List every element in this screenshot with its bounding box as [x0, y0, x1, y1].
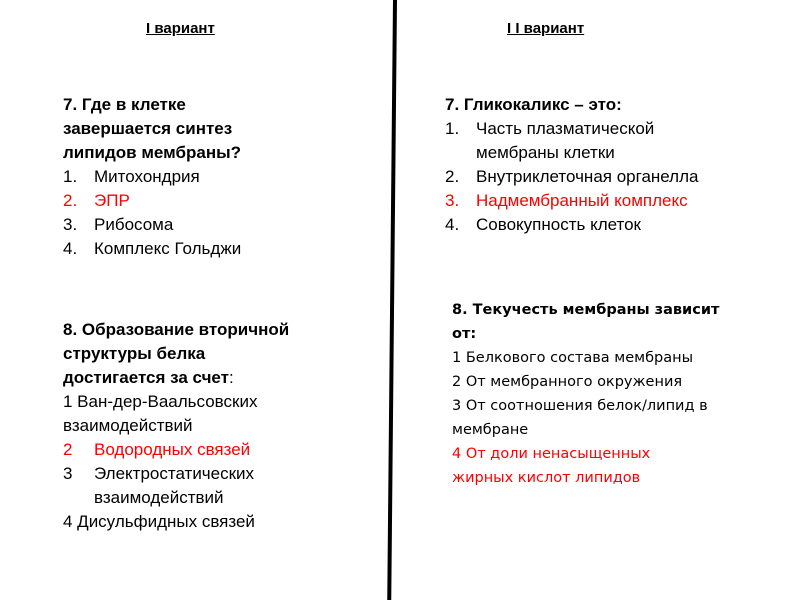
left-q7-option-1: 1. Митохондрия [63, 167, 200, 186]
left-question-8 [63, 318, 383, 534]
right-q8-option-3: 3 От соотношения белок/липид в [452, 398, 708, 414]
right-q7-option-2: 2. Внутриклеточная органелла [445, 167, 699, 186]
left-question-7 [63, 93, 383, 261]
left-q7-option-4: 4. Комплекс Гольджи [63, 239, 242, 258]
right-q8-title: 8. Текучесть мембраны зависит от: [452, 302, 720, 342]
left-q8-option-3: 3 Электростатических взаимодействий [63, 464, 255, 507]
vertical-divider [387, 0, 397, 600]
right-q7-option-1: 1. Часть плазматической мембраны клетки [445, 119, 655, 162]
right-q7-option-4: 4. Совокупность клеток [445, 215, 641, 234]
left-q8-option-2-correct: 2 Водородных связей [63, 440, 251, 459]
right-q8-option-4-correct: 4 От доли ненасыщенных [452, 446, 651, 462]
left-q7-title: 7. Где в клетке завершается синтез липидов мембраны? [63, 95, 241, 162]
right-q7-options [445, 117, 785, 237]
left-q7-option-3: 3. Рибосома [63, 215, 174, 234]
left-q7-options [63, 165, 383, 261]
left-q8-option-4: 4 Дисульфидных связей [63, 512, 255, 531]
right-question-7 [445, 93, 785, 237]
right-q7-title: 7. Гликокаликс – это: [445, 95, 622, 114]
right-q8-option-3-cont: мембране [452, 422, 529, 438]
right-q8-option-4-cont: жирных кислот липидов [452, 470, 641, 486]
right-q8-options [452, 346, 782, 490]
right-q8-option-1: 1 Белкового состава мембраны [452, 350, 694, 366]
left-q7-option-2-correct: 2. ЭПР [63, 191, 130, 210]
variant-2-heading: I I вариант [507, 20, 585, 37]
right-question-8 [452, 298, 782, 490]
right-q8-option-2: 2 От мембранного окружения [452, 374, 683, 390]
left-q8-title: 8. Образование вторичной структуры белка достигается за счет: [63, 320, 290, 387]
left-q8-option-1: 1 Ван-дер-Ваальсовских взаимодействий [63, 392, 258, 435]
right-q7-option-3-correct: 3. Надмембранный комплекс [445, 191, 688, 210]
variant-1-heading: I вариант [146, 20, 215, 37]
